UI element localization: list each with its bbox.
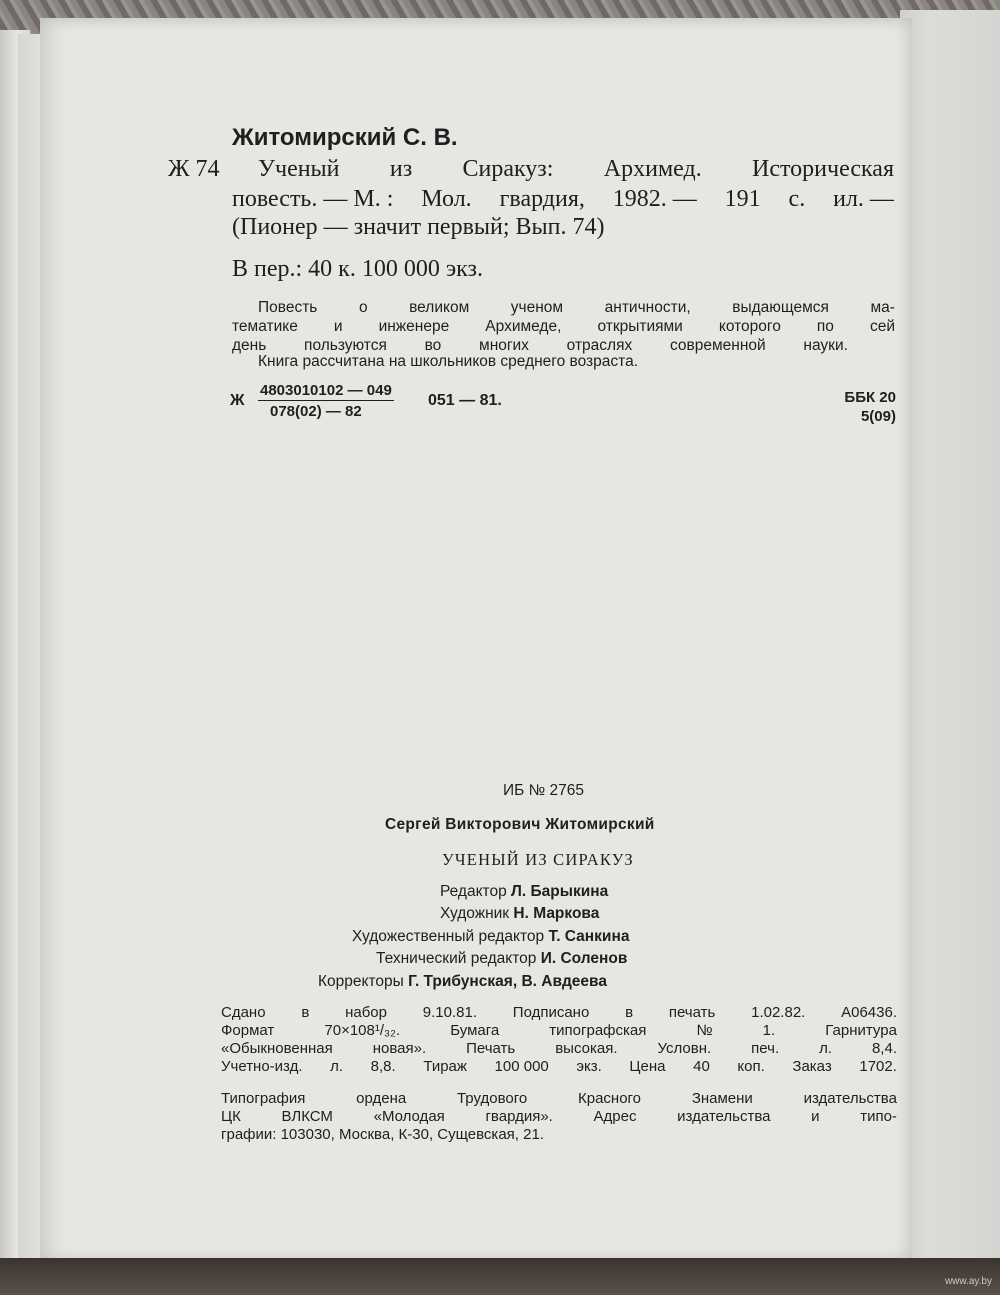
word: ЦК — [221, 1108, 241, 1125]
word: набор — [345, 1004, 387, 1021]
word: 191 — [724, 186, 761, 212]
credit-role: Художник — [440, 905, 510, 922]
printer-line — [221, 1090, 897, 1107]
word: великом — [409, 299, 470, 316]
author-full-name: Сергей Викторович Житомирский — [385, 816, 655, 833]
word: Архимед. — [603, 156, 702, 182]
word: 70×108¹/₃₂. — [324, 1022, 401, 1039]
word: науки. — [803, 337, 848, 354]
credit-role: Художественный редактор — [352, 928, 545, 945]
word: гвардия». — [485, 1108, 553, 1125]
classification-prefix: Ж — [230, 392, 245, 409]
credit-person: Н. Маркова — [513, 905, 600, 922]
facing-page — [900, 10, 1000, 1262]
word: «Молодая — [373, 1108, 445, 1125]
word: пользуются — [304, 337, 387, 354]
bbk-code: ББК 20 — [844, 389, 896, 406]
bbk-subcode: 5(09) — [860, 408, 896, 425]
word: новая». — [372, 1040, 427, 1057]
credit-role: Технический редактор — [376, 950, 537, 967]
word: Бумага — [450, 1022, 500, 1039]
site-watermark: www.ay.by — [944, 1276, 992, 1287]
word: 1702. — [859, 1058, 897, 1075]
annotation-line — [232, 318, 895, 336]
word: во — [424, 337, 442, 354]
credit-art-editor — [352, 928, 629, 946]
word: л. — [330, 1058, 344, 1075]
word: издательства — [803, 1090, 897, 1107]
word: высокая. — [555, 1040, 618, 1057]
credit-correctors — [318, 973, 607, 991]
author-name: Житомирский С. В. — [232, 124, 458, 151]
word: экз. — [576, 1058, 602, 1075]
imprint-line — [221, 1058, 897, 1075]
word: повесть. — М. : — [232, 186, 394, 212]
word: Заказ — [792, 1058, 832, 1075]
credit-editor — [440, 883, 608, 901]
word: о — [358, 299, 368, 316]
word: выдающемся — [732, 299, 829, 316]
word: типографская — [549, 1022, 647, 1039]
word: Архимеде, — [485, 318, 562, 335]
credit-person: Т. Санкина — [548, 928, 630, 945]
printer-line — [221, 1108, 897, 1125]
word: по — [816, 318, 834, 335]
title-line — [258, 156, 894, 183]
word: открытиями — [597, 318, 683, 335]
word: и — [811, 1108, 820, 1125]
word: Историческая — [752, 156, 894, 182]
word: Сиракуз: — [462, 156, 554, 182]
word: Тираж — [423, 1058, 467, 1075]
word: № — [696, 1022, 713, 1039]
imprint-line — [221, 1040, 897, 1057]
word: ил. — — [833, 186, 894, 212]
word: Цена — [629, 1058, 666, 1075]
word: в — [301, 1004, 310, 1021]
word: издательства — [677, 1108, 771, 1125]
printer-address: графии: 103030, Москва, К-30, Сущевская, 21. — [221, 1126, 544, 1143]
word: которого — [718, 318, 781, 335]
word: Условн. — [657, 1040, 712, 1057]
word: Подписано — [512, 1004, 590, 1021]
ib-number: ИБ № 2765 — [503, 782, 585, 799]
credit-person: И. Соленов — [540, 950, 628, 967]
word: А06436. — [841, 1004, 897, 1021]
word: Учетно-изд. — [221, 1058, 303, 1075]
credit-role: Корректоры — [318, 973, 404, 990]
word: ордена — [356, 1090, 407, 1107]
word: Адрес — [593, 1108, 637, 1125]
word: 8,4. — [871, 1040, 897, 1057]
word: день — [232, 337, 267, 354]
word: Ученый — [258, 156, 340, 182]
word: инженере — [378, 318, 450, 335]
annotation-audience: Книга рассчитана на школьников среднего возраста. — [258, 353, 638, 370]
word: коп. — [737, 1058, 765, 1075]
classification-fraction — [258, 382, 394, 420]
word: Повесть — [258, 299, 318, 316]
credit-artist — [440, 905, 599, 923]
price-line: В пер.: 40 к. 100 000 экз. — [232, 256, 483, 282]
word: Красного — [577, 1090, 642, 1107]
word: ученом — [510, 299, 564, 316]
word: 40 — [693, 1058, 710, 1075]
classification-suffix: 051 — 81. — [428, 392, 502, 409]
word: 1.02.82. — [751, 1004, 806, 1021]
word: современной — [669, 337, 766, 354]
classification-denominator: 078(02) — 82 — [270, 403, 362, 420]
word: Печать — [466, 1040, 516, 1057]
annotation-line — [258, 299, 895, 317]
word: «Обыкновенная — [221, 1040, 333, 1057]
library-code: Ж 74 — [168, 156, 220, 182]
word: 9.10.81. — [422, 1004, 477, 1021]
credit-role: Редактор — [440, 883, 507, 900]
word: Сдано — [221, 1004, 266, 1021]
word: типо- — [860, 1108, 897, 1125]
book-title: УЧЕНЫЙ ИЗ СИРАКУЗ — [442, 850, 634, 869]
credit-person: Л. Барыкина — [511, 883, 609, 900]
imprint-line — [232, 186, 894, 213]
word: сей — [869, 318, 895, 335]
word: ВЛКСМ — [281, 1108, 333, 1125]
imprint-line — [221, 1004, 897, 1021]
word: античности, — [604, 299, 691, 316]
word: л. — [819, 1040, 832, 1057]
word: тематике — [232, 318, 298, 335]
credit-tech-editor — [376, 950, 627, 968]
word: Формат — [221, 1022, 275, 1039]
word: печ. — [751, 1040, 780, 1057]
word: печать — [668, 1004, 716, 1021]
word: Гарнитура — [825, 1022, 897, 1039]
word: отраслях — [566, 337, 633, 354]
word: из — [389, 156, 413, 182]
word: Знамени — [691, 1090, 753, 1107]
classification-numerator: 4803010102 — 049 — [260, 382, 392, 399]
word: и — [333, 318, 343, 335]
word: Типография — [221, 1090, 306, 1107]
series-line: (Пионер — значит первый; Вып. 74) — [232, 214, 605, 240]
word: гвардия, — [499, 186, 585, 212]
word: Мол. — [421, 186, 472, 212]
word: 8,8. — [370, 1058, 396, 1075]
word: с. — [788, 186, 806, 212]
bottom-shadow — [0, 1258, 1000, 1295]
imprint-line — [221, 1022, 897, 1039]
word: в — [625, 1004, 634, 1021]
word: Трудового — [456, 1090, 528, 1107]
word: ма- — [870, 299, 895, 316]
credit-person: Г. Трибунская, В. Авдеева — [408, 973, 607, 990]
word: 1. — [762, 1022, 776, 1039]
word: 1982. — — [612, 186, 697, 212]
word: многих — [479, 337, 529, 354]
word: 100 000 — [494, 1058, 549, 1075]
